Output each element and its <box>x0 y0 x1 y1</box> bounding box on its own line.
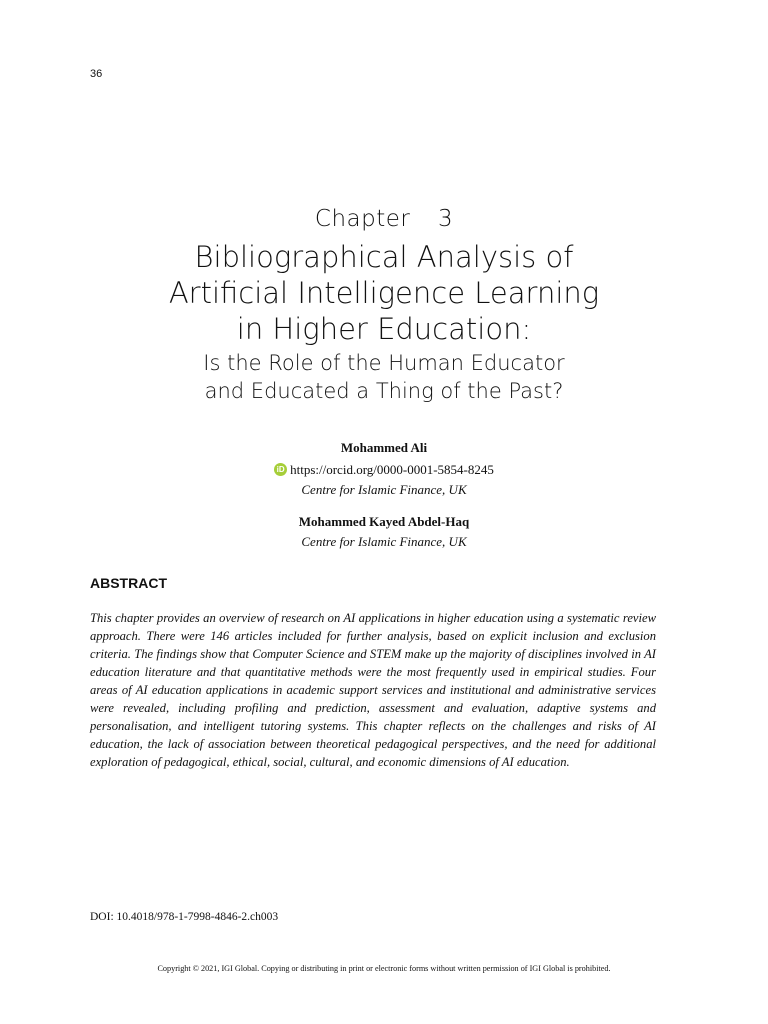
chapter-subtitle-line: Is the Role of the Human Educator <box>203 351 565 375</box>
author-affiliation: Centre for Islamic Finance, UK <box>301 533 467 549</box>
abstract-text: This chapter provides an overview of research on AI applications in higher education using a systematic review approach. There were 146 articles included for further analysis, based on explicit inclusion and exclusion criteria. The findings show that Computer Science and STEM make up the majority of disciplines involved in AI education literature and that quantitative methods were the most frequently used in empirical studies. Four areas of AI education applications in academic support services and institutional and administrative services were revealed, including profiling and prediction, assessment and evaluation, adaptive systems and personalisation, and intelligent tutoring systems. This chapter reflects on the challenges and risks of AI education, the lack of association between theoretical pedagogical perspectives, and the need for additional exploration of pedagogical, ethical, social, cultural, and economic dimensions of AI education. <box>90 611 656 769</box>
orcid-line <box>274 460 494 480</box>
doi: DOI: 10.4018/978-1-7998-4846-2.ch003 <box>90 911 279 923</box>
orcid-link[interactable]: https://orcid.org/0000-0001-5854-8245 <box>290 461 494 477</box>
chapter-title-line: Artificial Intelligence Learning <box>168 276 600 310</box>
author-name: Mohammed Kayed Abdel-Haq <box>298 513 470 529</box>
chapter-title <box>0 239 768 347</box>
chapter-label: Chapter 3 <box>314 206 454 232</box>
author-block <box>0 512 768 552</box>
author-affiliation: Centre for Islamic Finance, UK <box>301 481 467 497</box>
author-block <box>0 438 768 500</box>
chapter-title-line: Bibliographical Analysis of <box>194 240 574 274</box>
chapter-heading <box>0 203 768 405</box>
chapter-subtitle <box>0 349 768 405</box>
author-list <box>0 438 768 552</box>
chapter-title-line: in Higher Education: <box>236 312 532 346</box>
orcid-icon: iD <box>274 463 287 476</box>
abstract-heading: ABSTRACT <box>90 575 167 591</box>
copyright-notice: Copyright © 2021, IGI Global. Copying or distributing in print or electronic forms without written permission of IGI Global is prohibited. <box>157 964 611 973</box>
chapter-subtitle-line: and Educated a Thing of the Past? <box>204 379 564 403</box>
page-number: 36 <box>90 68 103 80</box>
author-name: Mohammed Ali <box>340 440 428 455</box>
